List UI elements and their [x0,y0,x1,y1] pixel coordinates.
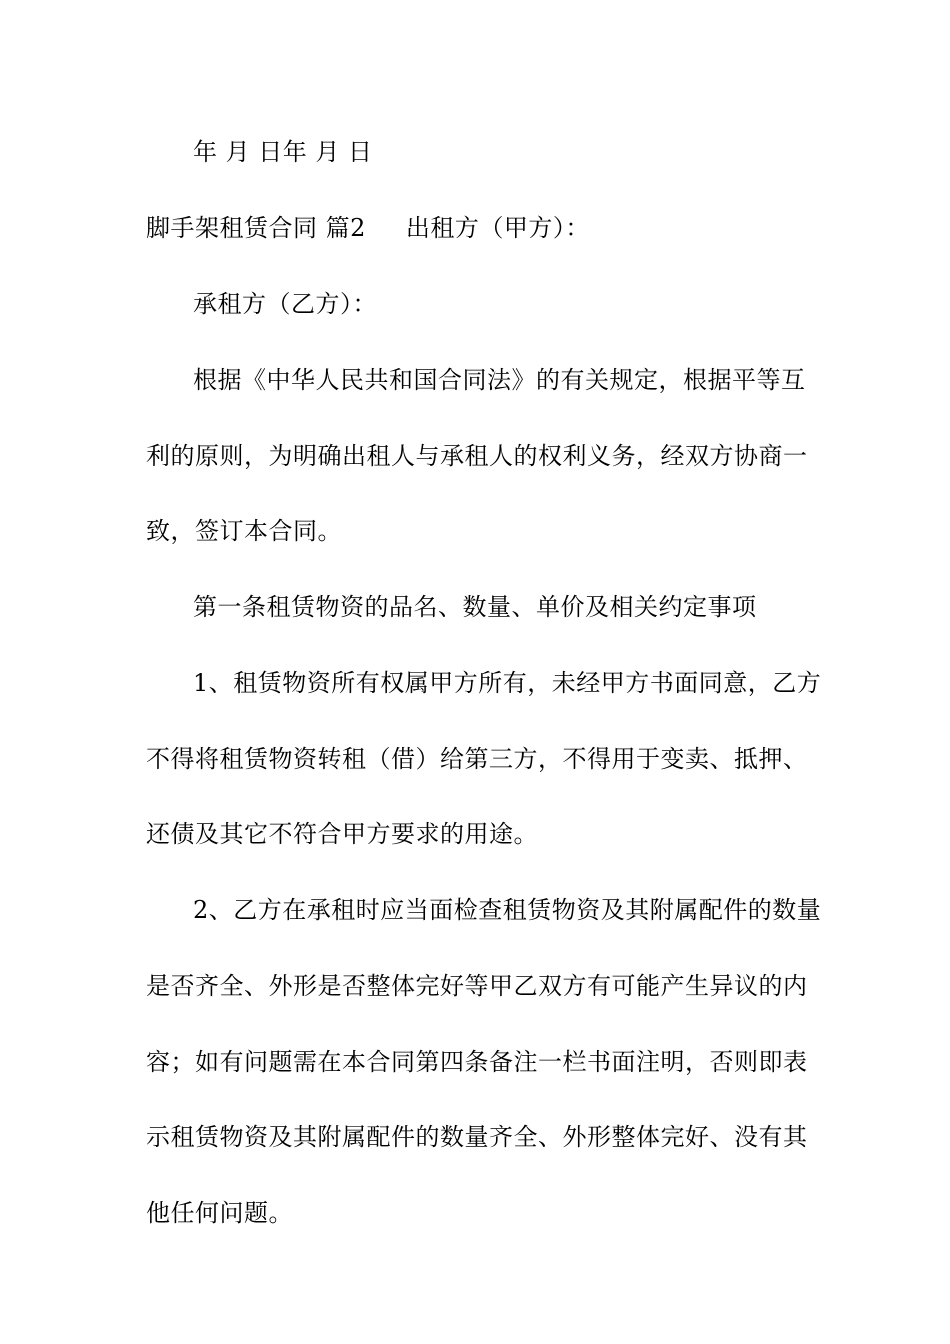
intro-line-3: 致，签订本合同。 [146,517,342,545]
clause2-line-4: 示租赁物资及其附属配件的数量齐全、外形整体完好、没有其 [146,1123,808,1151]
clause2-line-2: 是否齐全、外形是否整体完好等甲乙双方有可能产生异议的内 [146,972,808,1000]
article1-heading: 第一条租赁物资的品名、数量、单价及相关约定事项 [193,593,757,621]
clause1-line-3: 还债及其它不符合甲方要求的用途。 [146,820,538,848]
clause2-line-5: 他任何问题。 [146,1199,293,1227]
clause1-line-1: 1、租赁物资所有权属甲方所有，未经甲方书面同意，乙方 [193,669,822,697]
contract-title: 脚手架租赁合同 篇2 [146,214,366,242]
title-lessor-line [146,212,590,244]
lessee-label: 承租方（乙方）： [193,290,377,318]
date-line: 年 月 日年 月 日 [193,138,373,166]
intro-line-2: 利的原则，为明确出租人与承租人的权利义务，经双方协商一 [146,442,808,470]
intro-line-1: 根据《中华人民共和国合同法》的有关规定，根据平等互 [193,366,806,394]
clause2-line-1: 2、乙方在承租时应当面检查租赁物资及其附属配件的数量 [193,896,822,924]
clause2-line-3: 容；如有问题需在本合同第四条备注一栏书面注明，否则即表 [146,1048,808,1076]
clause1-line-2: 不得将租赁物资转租（借）给第三方，不得用于变卖、抵押、 [146,745,808,773]
lessor-label: 出租方（甲方）： [405,214,590,242]
